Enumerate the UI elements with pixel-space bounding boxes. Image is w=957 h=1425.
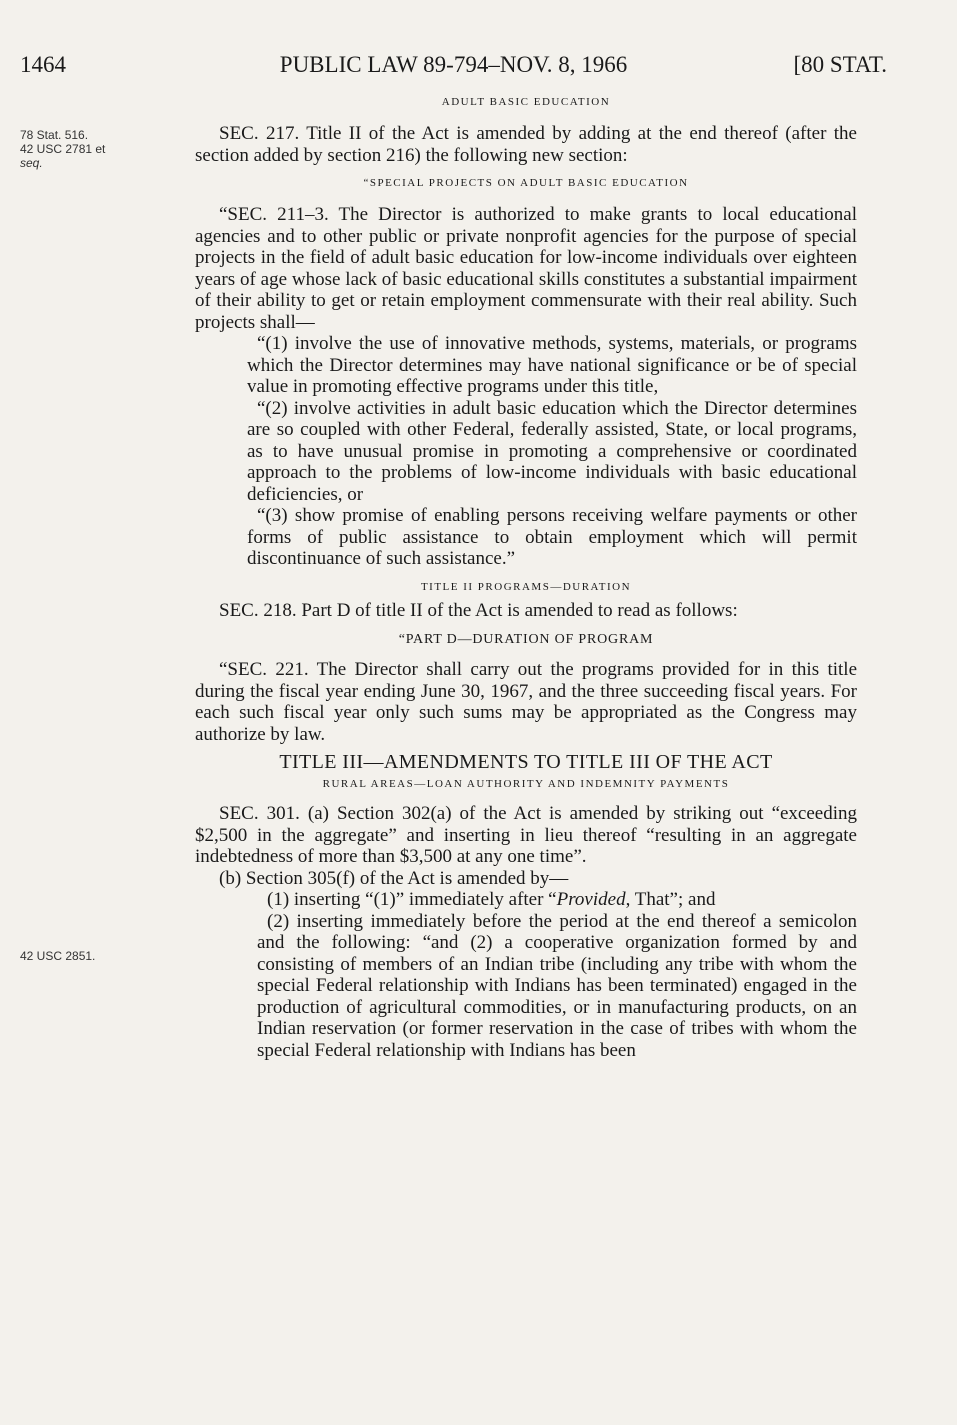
section-label: “SEC. 221. bbox=[219, 659, 309, 680]
section-text: The Director shall carry out the programs provided for in this title during the fiscal year ending June 30, 1967, and the three succeeding fiscal years. For each such fiscal year only such sums may be appropriated as the Congress may authorize by law. bbox=[195, 659, 857, 745]
section-label: SEC. 217. bbox=[219, 123, 300, 144]
list-item bbox=[195, 889, 857, 911]
margin-note-line: 78 Stat. 516. bbox=[20, 128, 89, 142]
page-number: 1464 bbox=[20, 52, 66, 77]
heading-rural-areas: RURAL AREAS—LOAN AUTHORITY AND INDEMNITY PAYMENTS bbox=[322, 778, 730, 790]
section-label: SEC. 218. bbox=[219, 599, 297, 621]
margin-note-line: seq. bbox=[20, 156, 43, 170]
list-item: “(3) show promise of enabling persons receiving welfare payments or other forms of public assistance to obtain employment which will permit discontinuance of such assistance.” bbox=[247, 505, 857, 569]
heading-title-ii-duration: TITLE II PROGRAMS—DURATION bbox=[420, 580, 632, 593]
section-211-3 bbox=[195, 204, 857, 333]
section-217 bbox=[195, 123, 857, 166]
section-221 bbox=[195, 659, 857, 745]
section-301-a bbox=[195, 803, 857, 868]
margin-note-usc-2851: 42 USC 2851. bbox=[20, 949, 96, 963]
section-301-b: (b) Section 305(f) of the Act is amended by— bbox=[219, 867, 569, 889]
margin-note-citation bbox=[20, 128, 185, 170]
section-218 bbox=[195, 600, 857, 622]
section-text: The Director is authorized to make grants to local educational agencies and to other public or private nonprofit agencies for the purpose of special projects in the field of adult basic education for low-income individuals over eighteen years of age whose lack of basic educational skills constitutes a substantial impairment of their ability to get or retain employment commensurate with their real ability. Such projects shall— bbox=[195, 204, 857, 333]
heading-part-d: “PART D—DURATION OF PROGRAM bbox=[398, 632, 654, 647]
document-body bbox=[195, 95, 857, 1061]
section-text: Part D of title II of the Act is amended to read as follows: bbox=[301, 599, 738, 621]
list-item: (2) inserting immediately before the period at the end thereof a semicolon and the following: “and (2) a cooperative organization formed by and consisting of members of an Indian tribe (including any tribe with whom the special Federal relationship with Indians has been terminated) engaged in the production of agricultural commodities, or in manufacturing products, on an Indian reservation (or former reservation in the case of tribes with whom the special Federal relationship with Indians has been bbox=[257, 910, 857, 1061]
section-label: SEC. 301. bbox=[219, 803, 300, 824]
heading-adult-basic-education: ADULT BASIC EDUCATION bbox=[441, 96, 611, 108]
heading-special-projects: “SPECIAL PROJECTS ON ADULT BASIC EDUCATION bbox=[363, 177, 689, 189]
margin-note-line: 42 USC 2781 et bbox=[20, 142, 106, 156]
list-item: “(2) involve activities in adult basic education which the Director determines are so coupled with other Federal, federally assisted, State, or local programs, as to have unusual promise in promoting a comprehensive or coordinated approach to the problems of low-income individuals with basic educational deficiencies, or bbox=[247, 397, 857, 505]
section-text: Title II of the Act is amended by adding at the end thereof (after the section added by section 216) the following new section: bbox=[195, 123, 857, 166]
stat-reference: [80 STAT. bbox=[793, 52, 887, 77]
page-header bbox=[20, 52, 887, 82]
running-title: PUBLIC LAW 89-794–NOV. 8, 1966 bbox=[279, 52, 628, 77]
list-item: “(1) involve the use of innovative methods, systems, materials, or programs which the Director determines may have national significance or be of special value in promoting effective programs under this title, bbox=[247, 333, 857, 397]
list-item-text: (1) inserting “(1)” immediately after “ bbox=[267, 889, 557, 910]
list-item-text: , That”; and bbox=[625, 889, 716, 910]
section-label: “SEC. 211–3. bbox=[219, 204, 329, 225]
section-text: (a) Section 302(a) of the Act is amended by striking out “exceeding $2,500 in the aggregate” and inserting in lieu thereof “resulting in an aggregate indebtedness of more than $3,500 at any one time”. bbox=[195, 803, 858, 867]
list-item-italic-text: Provided bbox=[556, 889, 626, 910]
title-iii-heading: TITLE III—AMENDMENTS TO TITLE III OF THE ACT bbox=[279, 751, 773, 773]
